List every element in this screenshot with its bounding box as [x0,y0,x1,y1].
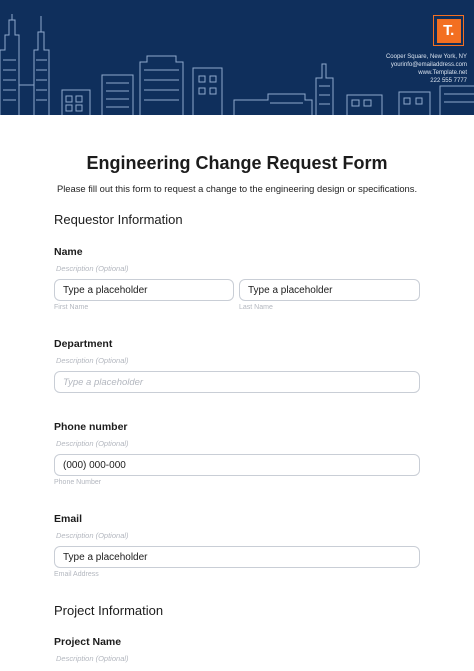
form-title: Engineering Change Request Form [86,153,388,173]
section-title-project: Project Information [54,603,164,618]
contact-website: www.Template.net [418,70,467,76]
logo-mark [433,15,464,46]
email-input[interactable]: Type a placeholder [54,546,420,568]
name-description: Description (Optional) [56,264,129,273]
phone-sublabel: Phone Number [54,479,102,486]
phone-input[interactable]: (000) 000-000 [54,454,420,476]
project-name-label: Project Name [54,636,122,648]
contact-email: yourinfo@emailaddress.com [390,62,467,68]
phone-label: Phone number [54,421,128,433]
header-banner [0,0,474,115]
last-name-sublabel: Last Name [239,304,273,311]
department-description: Description (Optional) [56,356,129,365]
contact-address: Cooper Square, New York, NY [385,54,467,60]
project-name-description: Description (Optional) [56,654,129,663]
contact-info [386,53,467,85]
email-sublabel: Email Address [54,571,99,578]
email-description: Description (Optional) [56,531,129,540]
logo-letter: T. [437,19,461,43]
form-intro: Please fill out this form to request a change to the engineering design or specifications. [56,183,418,194]
department-input[interactable]: Type a placeholder [54,371,420,393]
section-title-requestor: Requestor Information [54,212,183,227]
contact-phone: 222 555 7777 [430,78,467,84]
phone-description: Description (Optional) [56,439,129,448]
email-label: Email [54,513,83,525]
name-label: Name [54,246,83,258]
first-name-sublabel: First Name [54,304,89,311]
department-label: Department [54,338,113,350]
first-name-input[interactable]: Type a placeholder [54,279,234,301]
last-name-input[interactable]: Type a placeholder [239,279,420,301]
